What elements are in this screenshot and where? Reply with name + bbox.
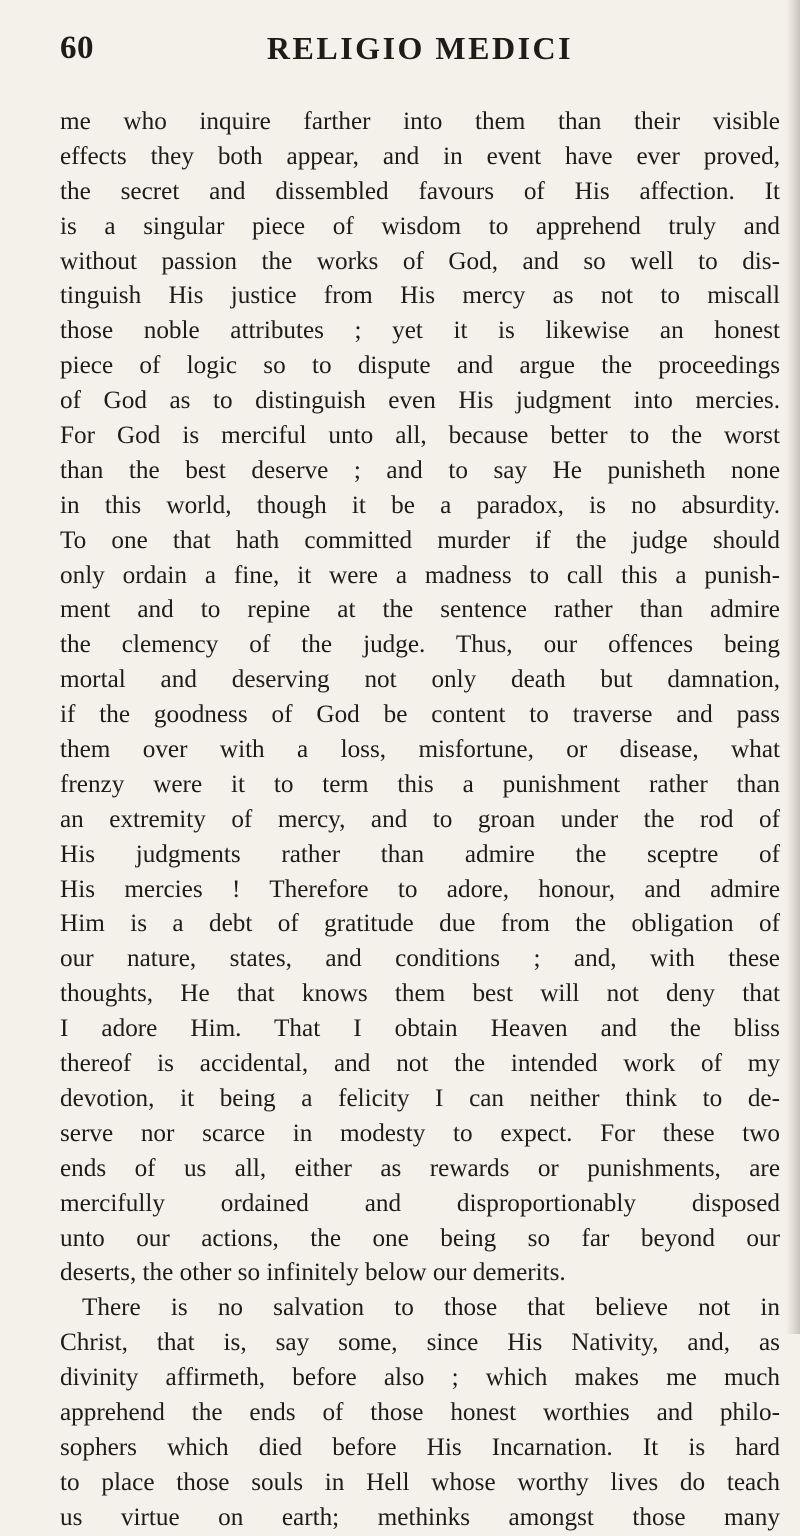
- text-line-38: apprehend the ends of those honest worthies and philo-: [60, 1398, 780, 1426]
- text-line-37: divinity affirmeth, before also ; which makes me much: [60, 1364, 780, 1392]
- text-line-29: devotion, it being a felicity I can neither think to de-: [60, 1084, 780, 1112]
- text-line-4: is a singular piece of wisdom to apprehend truly and: [60, 212, 780, 240]
- page-edge-shadow: [786, 0, 800, 1334]
- text-line-31: ends of us all, either as rewards or punishments, are: [60, 1154, 780, 1182]
- text-line-26: thoughts, He that knows them best will not deny that: [60, 980, 780, 1008]
- text-line-24: Him is a debt of gratitude due from the obligation of: [60, 910, 780, 938]
- page-header: [60, 24, 760, 68]
- text-line-25: our nature, states, and conditions ; and, with these: [60, 945, 780, 973]
- text-line-21: an extremity of mercy, and to groan under the rod of: [60, 805, 780, 833]
- text-line-8: piece of logic so to dispute and argue the proceedings: [60, 352, 780, 380]
- text-line-19: them over with a loss, misfortune, or disease, what: [60, 736, 780, 764]
- text-line-10: For God is merciful unto all, because better to the worst: [60, 422, 780, 450]
- text-line-34: deserts, the other so infinitely below our demerits.: [60, 1259, 566, 1287]
- text-line-36: Christ, that is, say some, since His Nativity, and, as: [60, 1329, 780, 1357]
- text-line-16: the clemency of the judge. Thus, our offences being: [60, 631, 780, 659]
- body-text: [60, 105, 780, 1536]
- text-line-17: mortal and deserving not only death but damnation,: [60, 666, 780, 694]
- running-title: RELIGIO MEDICI: [266, 30, 574, 66]
- text-line-20: frenzy were it to term this a punishment rather than: [60, 770, 780, 798]
- page-number: 60: [60, 30, 94, 66]
- text-line-22: His judgments rather than admire the sceptre of: [60, 840, 780, 868]
- text-line-13: To one that hath committed murder if the judge should: [60, 526, 780, 554]
- text-line-3: the secret and dissembled favours of His affection. It: [60, 177, 780, 205]
- text-line-6: tinguish His justice from His mercy as not to miscall: [60, 282, 780, 310]
- text-line-2: effects they both appear, and in event have ever proved,: [60, 142, 780, 170]
- text-line-41: us virtue on earth; methinks amongst those many: [60, 1503, 780, 1531]
- text-line-1: me who inquire farther into them than their visible: [60, 108, 780, 135]
- text-line-15: ment and to repine at the sentence rather than admire: [60, 596, 780, 624]
- text-line-23: His mercies ! Therefore to adore, honour, and admire: [60, 875, 780, 903]
- text-line-35: There is no salvation to those that believe not in: [82, 1294, 780, 1322]
- text-line-27: I adore Him. That I obtain Heaven and the bliss: [60, 1015, 780, 1043]
- text-line-12: in this world, though it be a paradox, is no absurdity.: [60, 491, 780, 519]
- text-line-33: unto our actions, the one being so far beyond our: [60, 1224, 780, 1252]
- text-line-39: sophers which died before His Incarnation. It is hard: [60, 1433, 780, 1461]
- text-line-7: those noble attributes ; yet it is likewise an honest: [60, 317, 780, 345]
- text-line-9: of God as to distinguish even His judgment into mercies.: [60, 387, 780, 415]
- text-line-5: without passion the works of God, and so well to dis-: [60, 247, 780, 275]
- text-line-28: thereof is accidental, and not the intended work of my: [60, 1050, 780, 1078]
- text-line-18: if the goodness of God be content to traverse and pass: [60, 701, 780, 729]
- text-line-30: serve nor scarce in modesty to expect. For these two: [60, 1119, 780, 1147]
- text-line-11: than the best deserve ; and to say He punisheth none: [60, 456, 780, 484]
- text-line-40: to place those souls in Hell whose worthy lives do teach: [60, 1468, 780, 1496]
- text-line-32: mercifully ordained and disproportionably disposed: [60, 1189, 780, 1217]
- text-line-14: only ordain a fine, it were a madness to call this a punish-: [60, 561, 780, 589]
